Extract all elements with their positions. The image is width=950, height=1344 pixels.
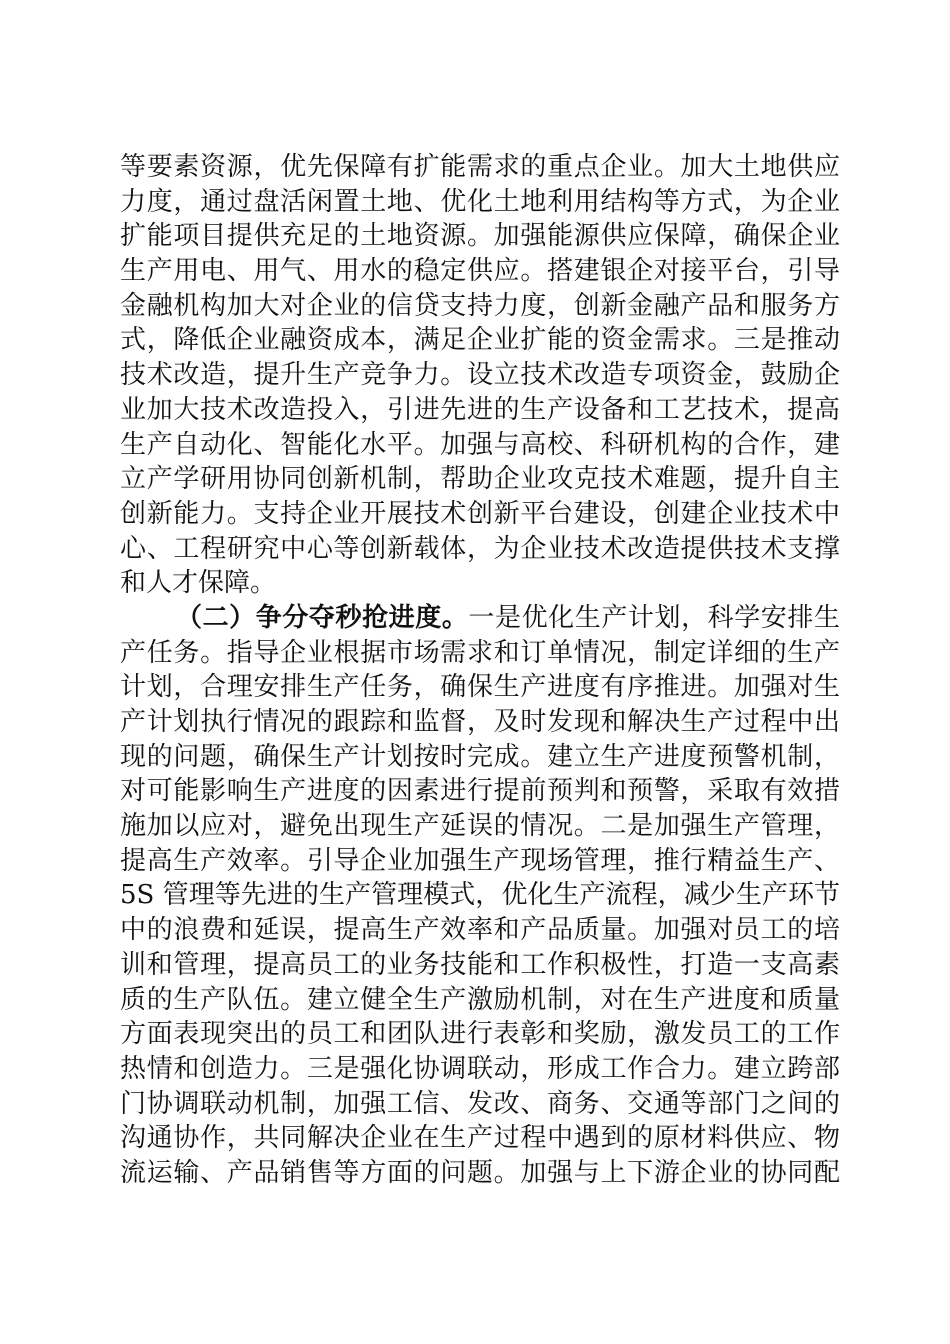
section-heading-line — [120, 601, 840, 636]
text-line: 和人才保障。 — [120, 568, 277, 599]
text-line: 方面表现突出的员工和团队进行表彰和奖励，激发员工的工作 — [120, 1019, 840, 1050]
document-body — [120, 150, 840, 1191]
text-line: 5S 管理等先进的生产管理模式，优化生产流程，减少生产环节 — [120, 880, 840, 911]
text-line: 力度，通过盘活闲置土地、优化土地利用结构等方式，为企业 — [120, 186, 840, 217]
text-line: 立产学研用协同创新机制，帮助企业攻克技术难题，提升自主 — [120, 464, 840, 495]
text-line: 训和管理，提高员工的业务技能和工作积极性，打造一支高素 — [120, 949, 840, 980]
text-line: 产任务。指导企业根据市场需求和订单情况，制定详细的生产 — [120, 637, 840, 668]
text-line: 计划，合理安排生产任务，确保生产进度有序推进。加强对生 — [120, 672, 840, 703]
text-line: 等要素资源，优先保障有扩能需求的重点企业。加大土地供应 — [120, 152, 840, 182]
text-line: 现的问题，确保生产计划按时完成。建立生产进度预警机制， — [120, 741, 840, 772]
text-line: 金融机构加大对企业的信贷支持力度，创新金融产品和服务方 — [120, 290, 840, 321]
section-heading-rest: 一是优化生产计划，科学安排生 — [468, 602, 840, 633]
text-line: 技术改造，提升生产竞争力。设立技术改造专项资金，鼓励企 — [120, 360, 840, 391]
text-line: 产计划执行情况的跟踪和监督，及时发现和解决生产过程中出 — [120, 707, 840, 737]
section-heading: （二）争分夺秒抢进度。 — [176, 602, 469, 633]
text-line: 门协调联动机制，加强工信、发改、商务、交通等部门之间的 — [120, 1088, 840, 1119]
text-line: 心、工程研究中心等创新载体，为企业技术改造提供技术支撑 — [120, 533, 840, 564]
text-line: 对可能影响生产进度的因素进行提前预判和预警，采取有效措 — [120, 776, 840, 807]
text-line: 式，降低企业融资成本，满足企业扩能的资金需求。三是推动 — [120, 325, 840, 356]
text-line: 沟通协作，共同解决企业在生产过程中遇到的原材料供应、物 — [120, 1123, 840, 1154]
text-line: 生产用电、用气、用水的稳定供应。搭建银企对接平台，引导 — [120, 256, 840, 287]
text-line: 生产自动化、智能化水平。加强与高校、科研机构的合作，建 — [120, 429, 840, 460]
text-line: 热情和创造力。三是强化协调联动，形成工作合力。建立跨部 — [120, 1053, 840, 1084]
text-line: 创新能力。支持企业开展技术创新平台建设，创建企业技术中 — [120, 498, 840, 529]
text-line: 流运输、产品销售等方面的问题。加强与上下游企业的协同配 — [120, 1157, 840, 1188]
text-line: 施加以应对，避免出现生产延误的情况。二是加强生产管理， — [120, 811, 840, 842]
text-line: 业加大技术改造投入，引进先进的生产设备和工艺技术，提高 — [120, 394, 840, 425]
text-line: 中的浪费和延误，提高生产效率和产品质量。加强对员工的培 — [120, 915, 840, 946]
text-line: 质的生产队伍。建立健全生产激励机制，对在生产进度和质量 — [120, 984, 840, 1015]
text-line: 提高生产效率。引导企业加强生产现场管理，推行精益生产、 — [120, 845, 840, 876]
text-line: 扩能项目提供充足的土地资源。加强能源供应保障，确保企业 — [120, 221, 840, 252]
